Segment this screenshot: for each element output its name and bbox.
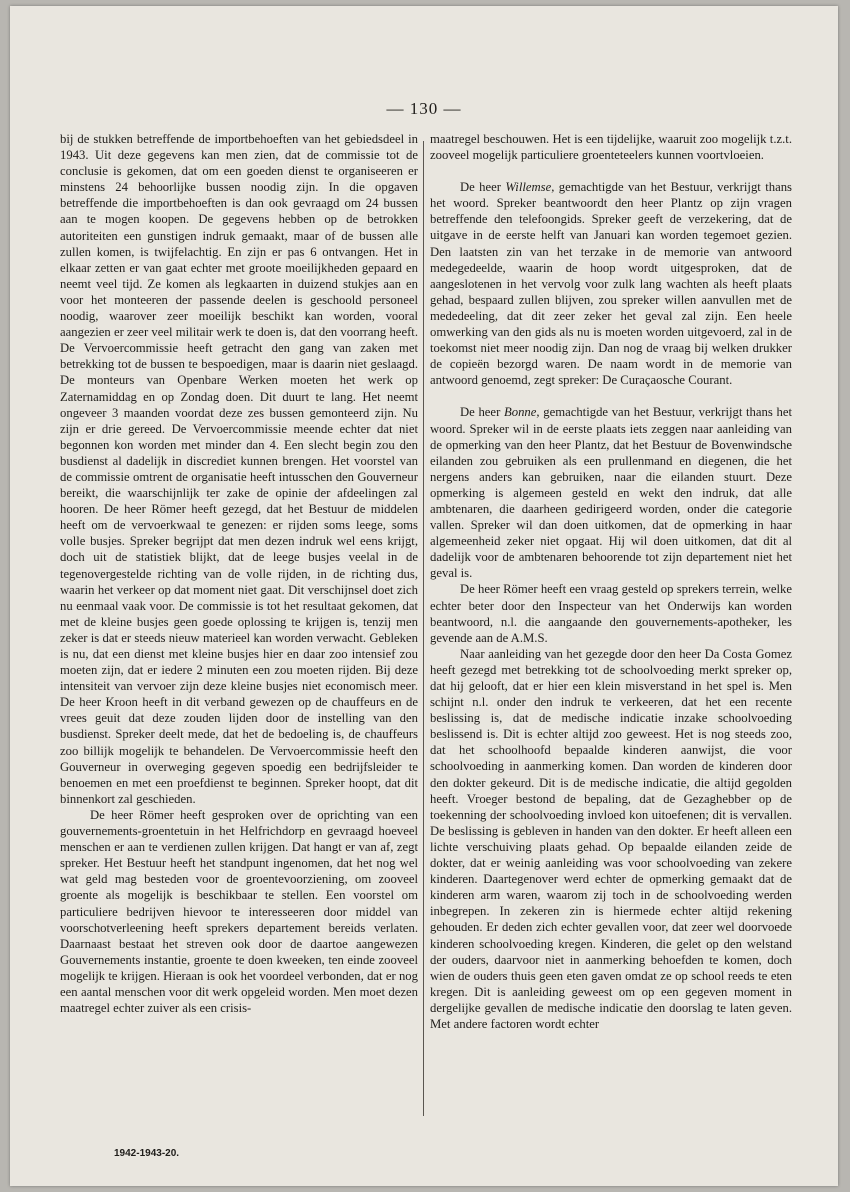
column-divider <box>423 141 424 1116</box>
speaker-name: Willemse, <box>505 180 555 195</box>
right-paragraph-3 <box>430 404 792 581</box>
speaker-name: Bonne, <box>503 405 540 420</box>
paragraph-body: gemachtigde van het Bestuur, verkrijgt thans het woord. Spreker beantwoordt den heer Plantz op zijn vragen betreffende den telefoongids. Spreker geeft de verzekering, dat de uitgave in de eerste helft van Januari kan worden tegemoet gezien. Den laatsten zin van het terzake in de memorie van antwoord medegedeelde, waarin de hoop wordt uitgesproken, dat de aangeslotenen in het vervolg voor zulk lang wachten als heeft plaats gehad, bespaard zullen blijven, zou spreker willen aanvullen met de mededeeling, dat dit zeer zeker het geval zal zijn. Een heele omwerking van den gids als nu is moeten worden uitgevoerd, zal in de toekomst niet meer noodig zijn. Dan nog de vraag bij welken drukker de copieën bezorgd waren. De naam wordt in de memorie van antwoord genoemd, zegt spreker: De Curaçaosche Courant. <box>430 180 792 388</box>
footer-code: 1942-1943-20. <box>114 1148 180 1159</box>
paragraph-lead: De heer <box>460 180 506 195</box>
left-paragraph-1: bij de stukken betreffende de importbehoeften van het gebiedsdeel in 1943. Uit deze gegevens kan men zien, dat de commissie tot de conclusie is gekomen, dat om een goeden dienst te organiseeren er minstens 24 behoorlijke bussen noodig zijn. In die opgaven betreffende die importbehoeften is dan ook gevraagd om 24 bussen aan te mogen koopen. De gegevens hebben op de betrokken autoriteiten een gunstigen indruk gemaakt, maar of de bussen alle zullen komen, is twijfelachtig. En zijn er pas 6 ontvangen. Het in elkaar zetten er van gaat echter met groote moeilijkheden gepaard en neemt veel tijd. Ze komen als legkaarten in duizend stukjes aan en voor het monteeren der passende deelen is geschoold personeel noodig, waarover zeer moeilijk beschikt kan worden, vooral aangezien er zeer veel militair werk te doen is, dat den voorrang heeft. De Vervoercommissie heeft getracht den gang van zaken met betrekking tot de bussen te bespoedigen, maar is daarin niet geslaagd. De monteurs van Openbare Werken moeten het werk op Zaternamiddag en op Zondag doen. Dit duurt te lang. Het neemt ongeveer 3 maanden voordat deze zes bussen gemonteerd zijn. Nu zijn er drie gereed. De Vervoercommissie meende echter dat niet begonnen kon worden met minder dan 4. Een slecht begin zou den busdienst al dadelijk in discrediet kunnen brengen. Het voorstel van de commissie omtrent de organisatie heeft intusschen den Gouverneur bereikt, die waarschijnlijk ter zake de opinie der afdeelingen zal hooren. De heer Römer heeft gezegd, dat het Bestuur de middelen heeft om de vervoerkwaal te genezen: er rijden soms leege, soms volle busjes. Spreker begrijpt dat men dezen indruk wel eens krijgt, doch uit de statistiek blijkt, dat de leege busjes veelal in de tegenovergestelde richting van de volle rijden, in de richting dus, waarin het verkeer op dat moment niet gaat. Dit verschijnsel doet zich nu eenmaal vaak voor. De commissie is tot het resultaat gekomen, dat met de kleine busjes geen goede oplossing te krijgen is, tenzij men zeker is dat er steeds nieuw materieel kan worden verwacht. Gebleken is nu, dat een dienst met kleine busjes hier en daar zoo intensief zou moeten zijn, dat er iedere 2 minuten een zou moeten rijden. Bij deze intensiteit van vervoer zijn deze kleine busjes niet economisch meer. De heer Kroon heeft in dit verband gewezen op de chauffeurs en de vrees geuit dat deze zouden lijden door de instelling van den busdienst. Spreker deelt mede, dat het de bedoeling is, de chauffeurs zoo billijk mogelijk te behandelen. De Vervoercommissie heeft den Gouverneur in overweging gegeven spoedig een bedrijfsleider te benoemen en met een proefdienst te beginnen. Spreker hoopt, dat dit binnenkort zal geschieden. <box>60 132 418 806</box>
right-paragraph-2 <box>430 179 792 388</box>
right-paragraph-4: De heer Römer heeft een vraag gesteld op sprekers terrein, welke echter beter door den Inspecteur van het Onderwijs kan worden beantwoord, n.l. die aangaande den gouvernements-apotheker, les gevende aan de A.M.S. <box>430 582 792 645</box>
document-page <box>10 6 838 1186</box>
page-number: — 130 — <box>386 99 462 118</box>
left-column <box>60 131 418 1016</box>
paragraph-lead: De heer <box>460 405 504 420</box>
paragraph-body: gemachtigde van het Bestuur, verkrijgt thans het woord. Spreker wil in de eerste plaats iets zeggen naar aanleiding van de opmerking van den heer Plantz, dat het Bestuur de Bovenwindsche eilanden zou gebruiken als een prullenmand en diegenen, die het nergens anders kan gebruiken, naar die eilanden stuurt. Deze opmerking is algemeen gesteld en wekt den indruk, dat alle ambtenaren, die daarheen gedirigeerd worden, onder die categorie vallen. Spreker wil dan doen uitkomen, dat de opmerking in haar algemeenheid zeker niet opgaat. Hij wil doen uitkomen, dat dit al dadelijk voor de ambtenaren behoorende tot zijn departement niet het geval is. <box>430 405 792 581</box>
right-column <box>430 131 792 1032</box>
left-paragraph-2: De heer Römer heeft gesproken over de oprichting van een gouvernements-groentetuin in het Helfrichdorp en gevraagd hoeveel menschen er aan te verdienen zullen krijgen. Dat hangt er van af, zegt spreker. Het Bestuur heeft het standpunt ingenomen, dat het nog wel wat geld mag besteden voor de groentevoorziening, om zooveel groente als mogelijk is beschikbaar te stellen. Een voorstel om particuliere bedrijven hievoor te interesseeren door middel van voorschotverleening heeft sprekers departement bereids verlaten. Daarnaast bestaat het streven ook door de daartoe aangewezen Gouvernements instantie, groente te doen kweeken, ten einde zooveel mogelijk te krijgen. Hieraan is ook het voordeel verbonden, dat er nog een aantal menschen voor dit werk opgeleid worden. Men moet dezen maatregel echter zuiver als een crisis- <box>60 807 418 1016</box>
right-paragraph-1: maatregel beschouwen. Het is een tijdelijke, waaruit zoo mogelijk t.z.t. zooveel mogelijk particuliere groenteteelers kunnen voortvloeien. <box>430 132 792 163</box>
right-paragraph-5: Naar aanleiding van het gezegde door den heer Da Costa Gomez heeft gezegd met betrekking tot de schoolvoeding merkt spreker op, dat hij gelooft, dat er hier een klein misverstand in het spel is. Men schijnt n.l. onder den indruk te verkeeren, dat het een recente beslissing is, dat de medische indicatie inzake schoolvoeding beslissend is. Dit is echter altijd zoo geweest. Het is nog steeds zoo, dat het schoolhoofd bepaalde kinderen aanwijst, die voor schoolvoeding in aanmerking komen. Dan worden de kinderen door den dokter gekeurd. Dit is de medische indicatie, die altijd gegolden heeft. Vroeger bestond de bepaling, dat de Gezaghebber op de toekenning der schoolvoeding invloed kon uitoefenen; dit is vervallen. De beslissing is gebleven in handen van den dokter. Er heeft alleen een lichte verschuiving plaats gehad. Op bepaalde eilanden zeide de dokter, dat er weinig aanleiding was voor schoolvoeding van zekere kinderen. Daartegenover werd echter de opmerking gemaakt dat de kinderen arm waren, waarom zij toch in de schoolvoeding werden inbegrepen. In zekeren zin is hiermede echter altijd rekening gehouden. Er deden zich echter gevallen voor, dat zeer wel doorvoede kinderen schoolvoeding kregen. Kinderen, die gelet op den welstand der ouders, daarvoor niet in aanmerking behoefden te komen, doch wien de ouders thuis geen eten gaven omdat ze op school reeds te eten kregen. Dit is aanleiding geweest om op een gegeven moment in dergelijke gevallen de medische indicatie den doorslag te laten geven. Met andere factoren wordt echter <box>430 646 792 1031</box>
